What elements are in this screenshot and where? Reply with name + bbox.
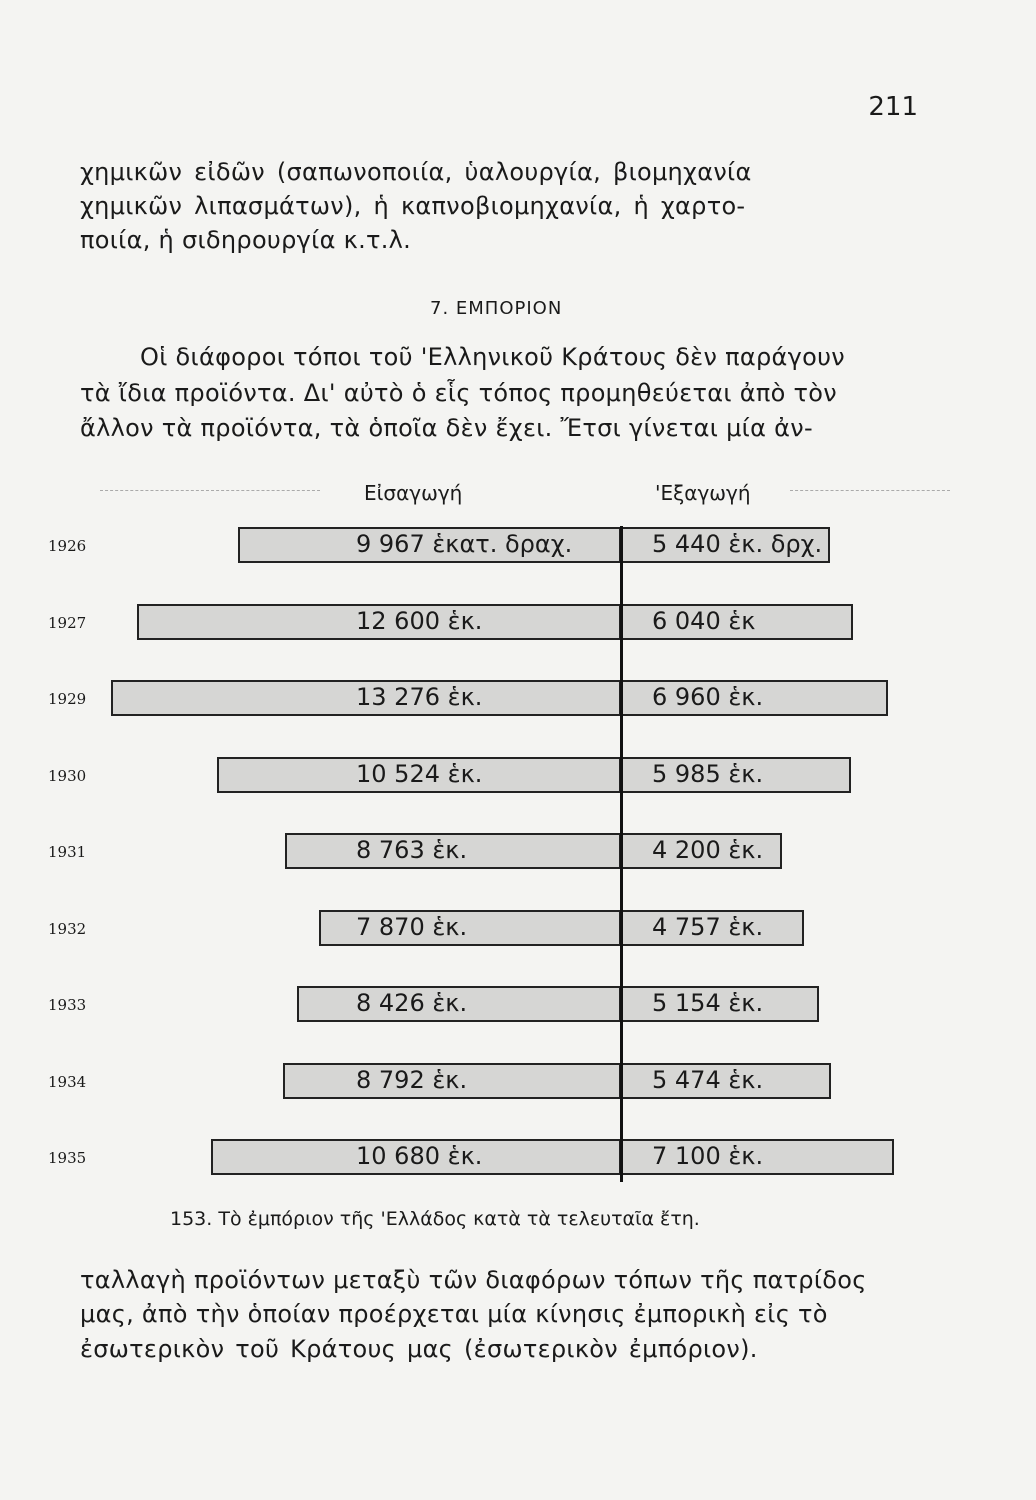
text-line: Οἱ διάφοροι τόποι τοῦ 'Ελληνικοῦ Κράτους δὲν παράγουν bbox=[140, 343, 845, 371]
text-line: χημικῶν λιπασμάτων), ἡ καπνοβιομηχανία, ἡ χαρτο- bbox=[80, 192, 746, 220]
text-line: χημικῶν εἰδῶν (σαπωνοποιία, ὑαλουργία, βιομηχανία bbox=[80, 158, 752, 186]
import-value-label: 9 967 ἑκατ. δραχ. bbox=[356, 530, 573, 558]
divider bbox=[100, 490, 320, 491]
year-label: 1933 bbox=[48, 996, 87, 1014]
export-value-label: 4 757 ἑκ. bbox=[652, 912, 764, 941]
export-value-label: 4 200 ἑκ. bbox=[652, 836, 764, 864]
text-line: ταλλαγὴ προϊόντων μεταξὺ τῶν διαφόρων τόπων τῆς πατρίδος bbox=[80, 1266, 867, 1294]
import-value-label: 10 680 ἑκ. bbox=[356, 1142, 483, 1170]
year-label: 1932 bbox=[48, 919, 87, 938]
export-value-label: 5 474 ἑκ. bbox=[652, 1065, 764, 1094]
figure-caption: 153. Τὸ ἐμπόριον τῆς 'Ελλάδος κατὰ τὰ τελευταῖα ἔτη. bbox=[170, 1208, 700, 1230]
import-value-label: 10 524 ἑκ. bbox=[356, 759, 483, 788]
import-value-label: 12 600 ἑκ. bbox=[356, 606, 483, 635]
import-value-label: 8 792 ἑκ. bbox=[356, 1065, 468, 1094]
chart-center-axis bbox=[620, 526, 623, 1182]
export-value-label: 5 154 ἑκ. bbox=[652, 989, 764, 1017]
export-value-label: 5 985 ἑκ. bbox=[652, 759, 764, 788]
year-label: 1931 bbox=[48, 843, 87, 861]
import-value-label: 13 276 ἑκ. bbox=[356, 683, 483, 711]
page-number: 211 bbox=[868, 92, 918, 122]
export-value-label: 6 960 ἑκ. bbox=[652, 683, 764, 711]
import-value-label: 7 870 ἑκ. bbox=[356, 912, 468, 941]
export-value-label: 7 100 ἑκ. bbox=[652, 1142, 764, 1170]
text-line: τὰ ἴδια προϊόντα. Δι' αὐτὸ ὁ εἷς τόπος προμηθεύεται ἀπὸ τὸν bbox=[80, 379, 837, 407]
year-label: 1930 bbox=[48, 766, 87, 785]
text-line: ἐσωτερικὸν τοῦ Κράτους μας (ἐσωτερικὸν ἐμπόριον). bbox=[80, 1335, 758, 1363]
import-column-header: Εἰσαγωγή bbox=[364, 481, 463, 505]
year-label: 1926 bbox=[48, 537, 87, 555]
year-label: 1927 bbox=[48, 613, 87, 632]
export-value-label: 5 440 ἑκ. δρχ. bbox=[652, 530, 823, 558]
export-column-header: 'Εξαγωγή bbox=[655, 481, 751, 505]
year-label: 1934 bbox=[48, 1072, 87, 1091]
export-value-label: 6 040 ἑκ bbox=[652, 606, 756, 635]
text-line: μας, ἀπὸ τὴν ὁποίαν προέρχεται μία κίνησις ἐμπορικὴ εἰς τὸ bbox=[80, 1300, 828, 1328]
year-label: 1929 bbox=[48, 690, 87, 708]
text-line: ποιία, ἡ σιδηρουργία κ.τ.λ. bbox=[80, 226, 412, 254]
import-value-label: 8 763 ἑκ. bbox=[356, 836, 468, 864]
divider bbox=[790, 490, 950, 491]
year-label: 1935 bbox=[48, 1149, 87, 1167]
text-line: ἄλλον τὰ προϊόντα, τὰ ὁποῖα δὲν ἔχει. Ἔτσι γίνεται μία ἀν- bbox=[80, 414, 813, 442]
import-value-label: 8 426 ἑκ. bbox=[356, 989, 468, 1017]
section-heading: 7. ΕΜΠΟΡΙΟΝ bbox=[430, 298, 563, 319]
